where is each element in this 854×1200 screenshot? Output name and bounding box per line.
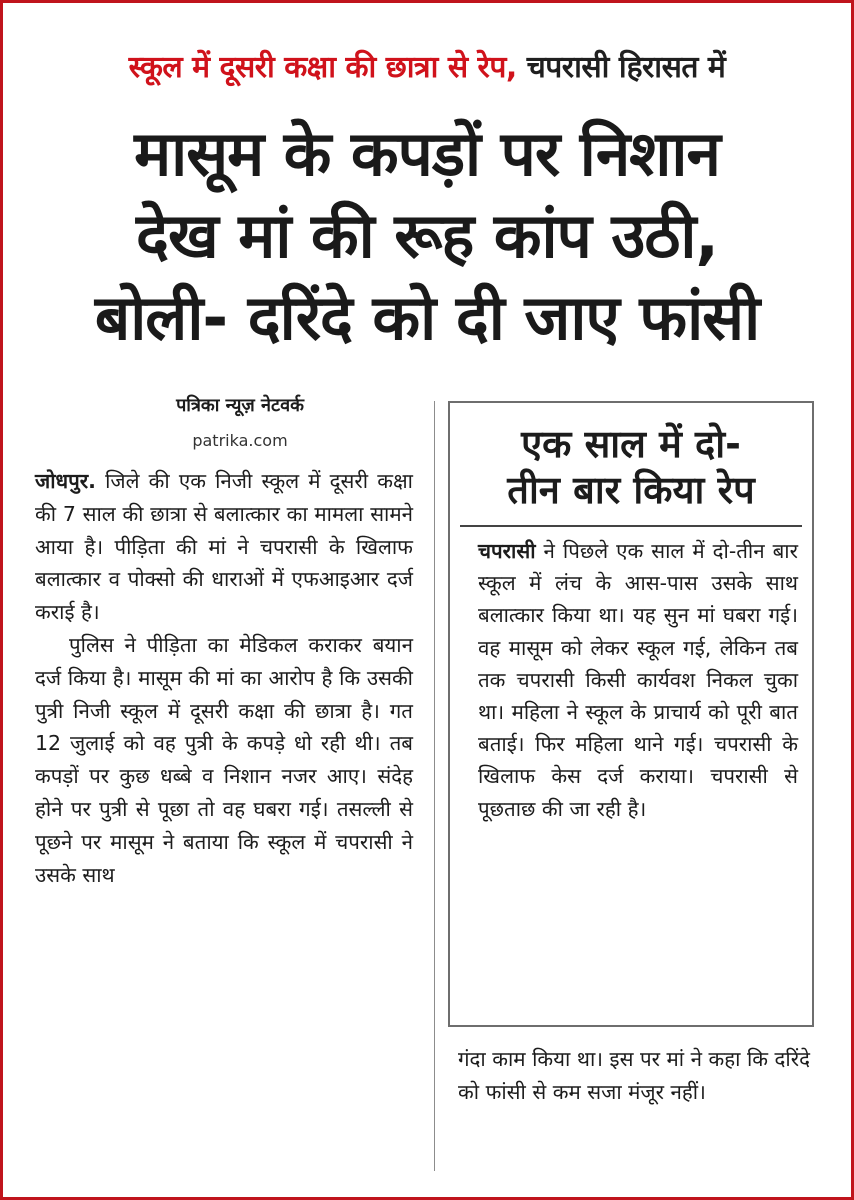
box-paragraph [478, 535, 798, 825]
article-left-column [35, 465, 413, 891]
box-title-line-2: तीन बार किया रेप [507, 468, 755, 512]
box-lead-word: चपरासी [478, 539, 536, 563]
sidebar-box [448, 401, 814, 1027]
column-divider [434, 401, 435, 1171]
box-divider [460, 525, 802, 527]
article-paragraph-1 [35, 465, 413, 629]
box-title [450, 421, 812, 513]
article-paragraph-2: पुलिस ने पीड़िता का मेडिकल कराकर बयान दर्ज किया है। मासूम की मां का आरोप है कि उसकी पुत्री निजी स्कूल में दूसरी कक्षा की छात्रा है। गत 12 जुलाई को वह पुत्री के कपड़े धो रही थी। तब कपड़ों पर कुछ धब्बे व निशान नजर आए। संदेह होने पर पुत्री से पूछा तो वह घबरा गई। तसल्ली से पूछने पर मासूम ने बताया कि स्कूल में चपरासी ने उसके साथ [35, 632, 413, 887]
kicker-red-text: स्कूल में दूसरी कक्षा की छात्रा से रेप, [128, 50, 517, 85]
dateline: जोधपुर. [35, 469, 96, 493]
headline-line-2: देख मां की रूह कांप उठी, [136, 199, 718, 272]
byline: पत्रिका न्यूज़ नेटवर्क [176, 395, 304, 416]
kicker-black-text: चपरासी हिरासत में [516, 50, 726, 85]
headline [33, 113, 821, 359]
box-title-line-1: एक साल में दो- [521, 422, 741, 466]
headline-line-3: बोली- दरिंदे को दी जाए फांसी [94, 281, 760, 354]
continuation-text: गंदा काम किया था। इस पर मां ने कहा कि दरिंदे को फांसी से कम सजा मंजूर नहीं। [458, 1047, 810, 1104]
kicker-line [3, 45, 851, 86]
source-url: patrika.com [192, 431, 288, 450]
paragraph-1-text: जिले की एक निजी स्कूल में दूसरी कक्षा की 7 साल की छात्रा से बलात्कार का मामला सामने आया है। पीड़िता की मां ने चपरासी के खिलाफ बलात्कार व पोक्सो की धाराओं में एफआइआर दर्ज कराई है। [35, 469, 413, 625]
box-body-text: ने पिछले एक साल में दो-तीन बार स्कूल में लंच के आस-पास उसके साथ बलात्कार किया था। यह सुन मां घबरा गई। वह मासूम को लेकर स्कूल गई, लेकिन तब तक चपरासी किसी कार्यवश निकल चुका था। महिला ने स्कूल के प्राचार्य को पूरी बात बताई। फिर महिला थाने गई। चपरासी के खिलाफ केस दर्ज कराया। चपरासी से पूछताछ की जा रही है। [478, 539, 798, 821]
headline-line-1: मासूम के कपड़ों पर निशान [134, 117, 720, 190]
article-continuation [458, 1043, 810, 1109]
box-body [478, 535, 798, 825]
